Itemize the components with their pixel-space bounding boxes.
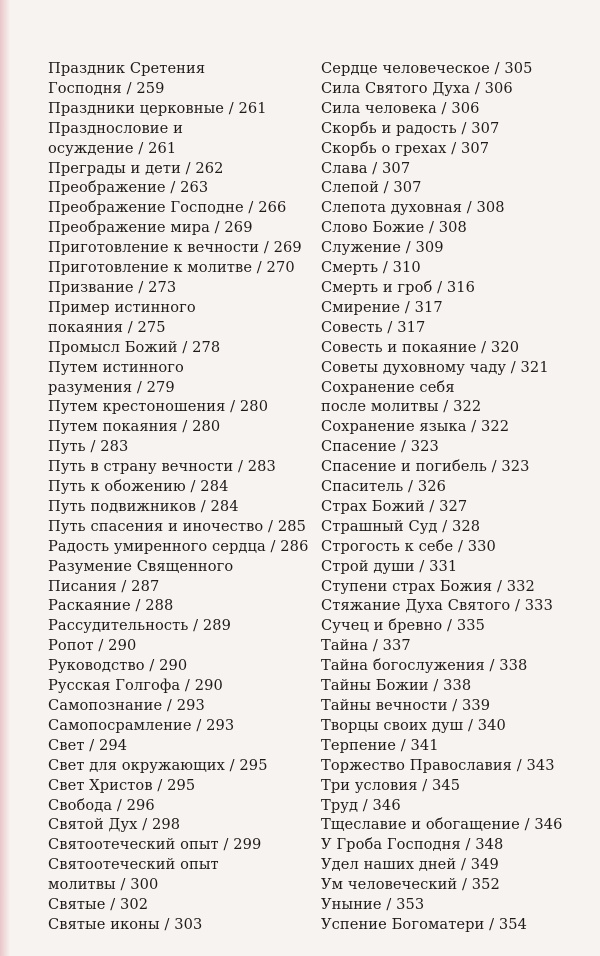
index-entry: Тщеславие и обогащение / 346 xyxy=(321,816,563,834)
index-entry: Путь к обожению / 284 xyxy=(48,478,229,496)
index-entry: Сучец и бревно / 335 xyxy=(321,617,485,635)
index-entry: Скорбь о грехах / 307 xyxy=(321,139,490,157)
index-entry: Промысл Божий / 278 xyxy=(48,338,221,356)
index-entry: Смерть и гроб / 316 xyxy=(321,278,476,296)
index-entry: Приготовление к молитве / 270 xyxy=(48,259,295,277)
index-entry: Святой Дух / 298 xyxy=(48,816,181,834)
index-entry: Самопосрамление / 293 xyxy=(48,716,235,734)
index-entry: Ум человеческий / 352 xyxy=(321,876,500,894)
index-entry: Пример истинного покаяния / 275 xyxy=(48,298,196,336)
index-entry: Святые иконы / 303 xyxy=(48,915,203,933)
index-entry: Праздник Сретения Господня / 259 xyxy=(48,60,206,97)
index-entry: Удел наших дней / 349 xyxy=(321,856,499,874)
index-entry: У Гроба Господня / 348 xyxy=(321,836,504,854)
index-entry: Путем крестоношения / 280 xyxy=(48,398,269,416)
index-entry: Советы духовному чаду / 321 xyxy=(321,358,549,376)
index-entry: Слово Божие / 308 xyxy=(321,219,467,237)
index-entry: Смерть / 310 xyxy=(321,259,421,277)
index-entry: Спасение / 323 xyxy=(321,438,439,456)
index-entry: Строгость к себе / 330 xyxy=(321,537,496,555)
index-entry: Тайна богослужения / 338 xyxy=(321,657,528,675)
index-entry: Служение / 309 xyxy=(321,239,444,257)
index-entry: Терпение / 341 xyxy=(321,736,439,754)
index-entry: Преображение / 263 xyxy=(48,179,209,197)
index-entry: Сила Святого Духа / 306 xyxy=(321,79,513,97)
index-entry: Рассудительность / 289 xyxy=(48,617,232,635)
index-entry: Преображение Господне / 266 xyxy=(48,199,287,217)
index-entry: Слава / 307 xyxy=(321,159,411,177)
index-entry: Торжество Православия / 343 xyxy=(321,756,555,774)
index-entry: Совесть / 317 xyxy=(321,318,426,336)
index-entry: Сохранение себя после молитвы / 322 xyxy=(321,378,482,416)
index-entry: Слепота духовная / 308 xyxy=(321,199,505,217)
index-entry: Смирение / 317 xyxy=(321,298,443,316)
index-entry: Путем истинного разумения / 279 xyxy=(48,358,184,396)
index-entry: Свет для окружающих / 295 xyxy=(48,756,268,774)
index-entry: Скорбь и радость / 307 xyxy=(321,119,500,137)
index-entry: Путь спасения и иночество / 285 xyxy=(48,517,306,535)
index-entry: Страшный Суд / 328 xyxy=(321,517,481,535)
index-entry: Уныние / 353 xyxy=(321,896,425,914)
index-entry: Стяжание Духа Святого / 333 xyxy=(321,597,553,615)
index-entry: Спасение и погибель / 323 xyxy=(321,458,530,476)
index-entry: Самопознание / 293 xyxy=(48,697,205,714)
index-entry: Преграды и дети / 262 xyxy=(48,159,224,177)
index-entry: Труд / 346 xyxy=(321,796,401,814)
index-entry: Совесть и покаяние / 320 xyxy=(321,338,520,356)
index-entry: Путь / 283 xyxy=(48,438,129,456)
index-entry: Путем покаяния / 280 xyxy=(48,418,221,436)
index-entry: Три условия / 345 xyxy=(321,776,461,794)
index-entry: Тайны вечности / 339 xyxy=(321,697,491,714)
index-entry: Свобода / 296 xyxy=(48,796,155,814)
index-entry: Тайны Божии / 338 xyxy=(321,677,472,695)
index-entry: Сила человека / 306 xyxy=(321,99,480,117)
index-entry: Строй души / 331 xyxy=(321,557,458,575)
index-entry: Призвание / 273 xyxy=(48,278,177,296)
index-entry: Празднословие и осуждение / 261 xyxy=(48,119,183,157)
index-entry: Сердце человеческое / 305 xyxy=(321,60,533,77)
index-entry: Ропот / 290 xyxy=(48,637,137,655)
index-entry: Свет / 294 xyxy=(48,736,128,754)
index-entry: Праздники церковные / 261 xyxy=(48,99,267,117)
index-entry: Преображение мира / 269 xyxy=(48,219,253,237)
index-entry: Приготовление к вечности / 269 xyxy=(48,239,302,257)
index-entry: Ступени страх Божия / 332 xyxy=(321,577,535,595)
index-entry: Слепой / 307 xyxy=(321,179,422,197)
index-entry: Свет Христов / 295 xyxy=(48,776,196,794)
index-entry: Раскаяние / 288 xyxy=(48,597,174,615)
index-entry: Радость умиренного сердца / 286 xyxy=(48,537,309,555)
index-entry: Святоотеческий опыт молитвы / 300 xyxy=(48,856,219,894)
index-entry: Творцы своих душ / 340 xyxy=(321,716,506,734)
index-entry: Разумение Священного Писания / 287 xyxy=(48,557,234,595)
index-entry: Спаситель / 326 xyxy=(321,478,446,496)
index-entry: Успение Богоматери / 354 xyxy=(321,915,528,933)
index-entry: Тайна / 337 xyxy=(321,637,411,655)
index-column-right xyxy=(321,59,583,935)
index-column-left xyxy=(48,59,320,935)
index-entry: Русская Голгофа / 290 xyxy=(48,677,223,695)
index-entry: Сохранение языка / 322 xyxy=(321,418,510,436)
index-entry: Путь подвижников / 284 xyxy=(48,497,239,515)
index-entry: Святоотеческий опыт / 299 xyxy=(48,836,262,854)
index-entry: Руководство / 290 xyxy=(48,657,188,675)
index-entry: Святые / 302 xyxy=(48,896,149,914)
index-entry: Путь в страну вечности / 283 xyxy=(48,458,276,476)
index-entry: Страх Божий / 327 xyxy=(321,497,468,515)
